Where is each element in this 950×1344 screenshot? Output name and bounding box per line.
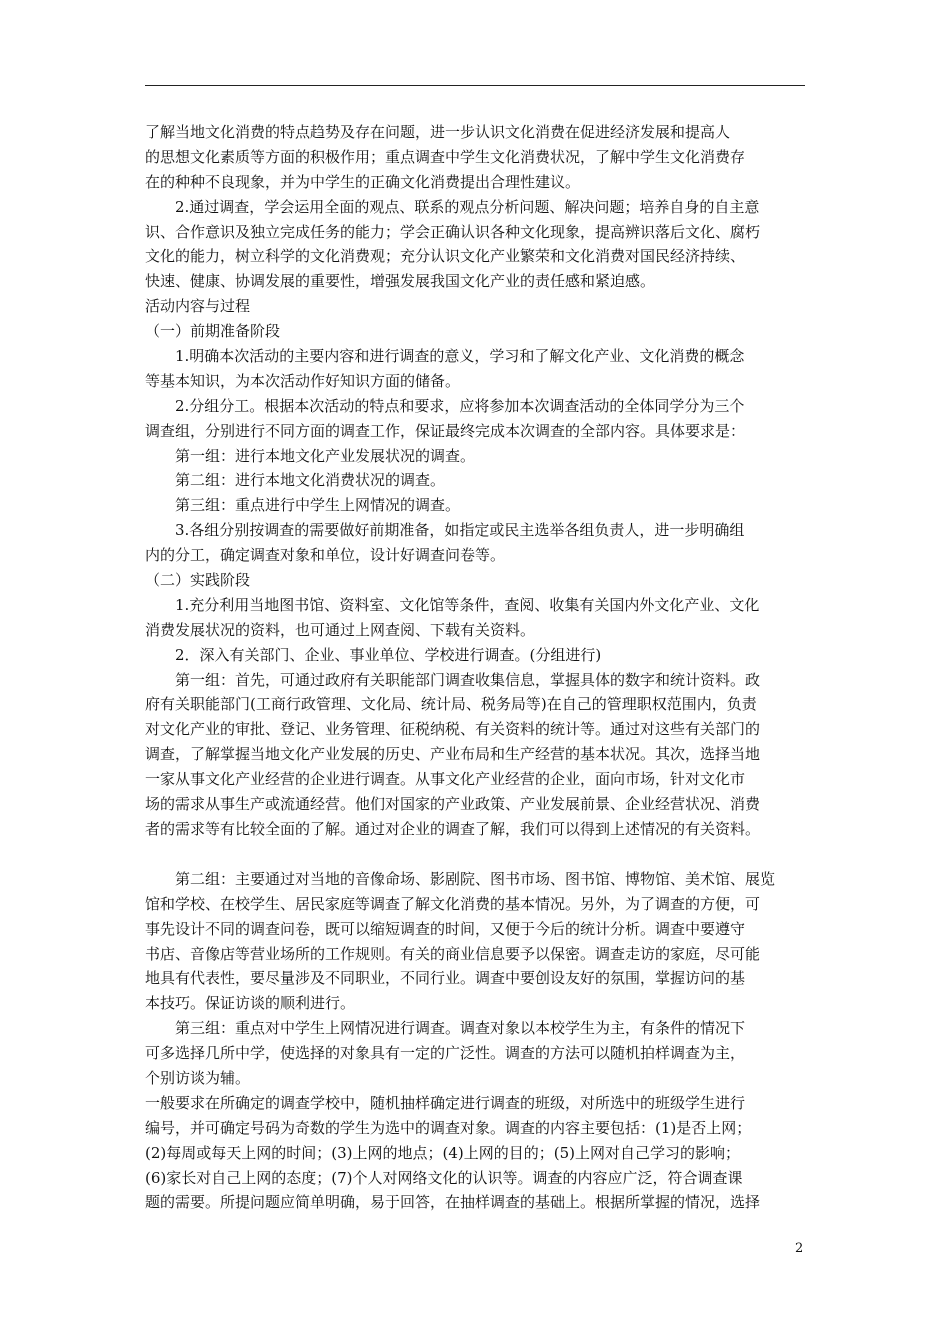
text-line: 馆和学校、在校学生、居民家庭等调查了解文化消费的基本情况。另外，为了调查的方便，可 (145, 894, 761, 913)
text-line: 第一组：首先，可通过政府有关职能部门调查收集信息，掌握具体的数字和统计资料。政 (175, 670, 761, 689)
text-line: （二）实践阶段 (145, 571, 251, 590)
text-line: 快速、健康、协调发展的重要性，增强发展我国文化产业的责任感和紧迫感。 (145, 272, 656, 291)
text-line: 府有关职能部门(工商行政管理、文化局、统计局、税务局等)在自己的管理职权范围内，负责 (145, 695, 757, 714)
text-line: （一）前期准备阶段 (145, 322, 281, 341)
text-line: 活动内容与过程 (145, 297, 251, 316)
text-line: 1.明确本次活动的主要内容和进行调查的意义，学习和了解文化产业、文化消费的概念 (175, 347, 745, 366)
text-line: 调查，了解掌握当地文化产业发展的历史、产业布局和生产经营的基本状况。其次，选择当地 (145, 745, 761, 764)
text-line: 第二组：进行本地文化消费状况的调查。 (175, 471, 446, 490)
text-line: 题的需要。所提问题应简单明确，易于回答，在抽样调查的基础上。根据所掌握的情况，选择 (145, 1193, 761, 1212)
text-line: 2.分组分工。根据本次活动的特点和要求，应将参加本次调查活动的全体同学分为三个 (175, 396, 745, 415)
text-line: (2)每周或每天上网的时间；(3)上网的地点；(4)上网的目的；(5)上网对自己学习的影响； (145, 1143, 740, 1162)
text-line: 场的需求从事生产或流通经营。他们对国家的产业政策、产业发展前景、企业经营状况、消费 (145, 795, 761, 814)
text-line: 内的分工，确定调查对象和单位，设计好调查问卷等。 (145, 546, 506, 565)
text-line: 2.通过调查，学会运用全面的观点、联系的观点分析问题、解决问题；培养自身的自主意 (175, 197, 760, 216)
text-line: 调查组，分别进行不同方面的调查工作，保证最终完成本次调查的全部内容。具体要求是： (145, 421, 746, 440)
text-line: 消费发展状况的资料，也可通过上网查阅、下载有关资料。 (145, 620, 536, 639)
text-line: 事先设计不同的调查问卷，既可以缩短调查的时间，又便于今后的统计分析。调查中要遵守 (145, 919, 746, 938)
text-line: 地具有代表性，要尽量涉及不同职业，不同行业。调查中要创设友好的氛围，掌握访问的基 (145, 969, 746, 988)
text-line: 编号，并可确定号码为奇数的学生为选中的调查对象。调查的内容主要包括：(1)是否上网； (145, 1118, 752, 1137)
text-line: 2．深入有关部门、企业、事业单位、学校进行调查。(分组进行) (175, 645, 602, 664)
text-line: 3.各组分别按调查的需要做好前期准备，如指定或民主选举各组负责人，进一步明确组 (175, 521, 745, 540)
text-line: 了解当地文化消费的特点趋势及存在问题，进一步认识文化消费在促进经济发展和提高人 (145, 123, 731, 141)
text-line: 在的种种不良现象，并为中学生的正确文化消费提出合理性建议。 (145, 172, 581, 191)
text-line: 文化的能力，树立科学的文化消费观；充分认识文化产业繁荣和文化消费对国民经济持续、 (145, 247, 746, 266)
text-line: 者的需求等有比较全面的了解。通过对企业的调查了解，我们可以得到上述情况的有关资料。 (145, 819, 761, 838)
text-line: 书店、音像店等营业场所的工作规则。有关的商业信息要予以保密。调查走访的家庭，尽可能 (145, 944, 761, 963)
text-line: 的思想文化素质等方面的积极作用；重点调查中学生文化消费状况，了解中学生文化消费存 (145, 147, 746, 166)
text-line: 第三组：重点进行中学生上网情况的调查。 (175, 496, 461, 515)
text-line: 第三组：重点对中学生上网情况进行调查。调查对象以本校学生为主，有条件的情况下 (175, 1019, 746, 1038)
text-line: 等基本知识，为本次活动作好知识方面的储备。 (145, 371, 461, 390)
paragraph-gap (145, 842, 807, 867)
text-line: 一家从事文化产业经营的企业进行调查。从事文化产业经营的企业，面向市场，针对文化市 (145, 770, 746, 789)
text-line: 本技巧。保证访谈的顺利进行。 (145, 994, 356, 1013)
text-line: (6)家长对自己上网的态度；(7)个人对网络文化的认识等。调查的内容应广泛，符合调查课 (145, 1168, 743, 1187)
text-line: 个别访谈为辅。 (145, 1068, 251, 1087)
text-line: 1.充分利用当地图书馆、资料室、文化馆等条件，查阅、收集有关国内外文化产业、文化 (175, 595, 760, 614)
header-rule (145, 85, 805, 86)
text-line: 一般要求在所确定的调查学校中，随机抽样确定进行调查的班级，对所选中的班级学生进行 (145, 1093, 746, 1112)
text-line: 对文化产业的审批、登记、业务管理、征税纳税、有关资料的统计等。通过对这些有关部门的 (145, 720, 761, 739)
text-line: 第二组：主要通过对当地的音像命场、影剧院、图书市场、图书馆、博物馆、美术馆、展览 (175, 869, 776, 888)
text-line: 第一组：进行本地文化产业发展状况的调查。 (175, 446, 476, 465)
text-line: 可多选择几所中学，使选择的对象具有一定的广泛性。调查的方法可以随机拍样调查为主， (145, 1044, 746, 1063)
document-body (145, 120, 807, 1215)
text-line: 识、合作意识及独立完成任务的能力；学会正确认识各种文化现象，提高辨识落后文化、腐朽 (145, 222, 761, 241)
page-number: 2 (795, 1241, 804, 1256)
